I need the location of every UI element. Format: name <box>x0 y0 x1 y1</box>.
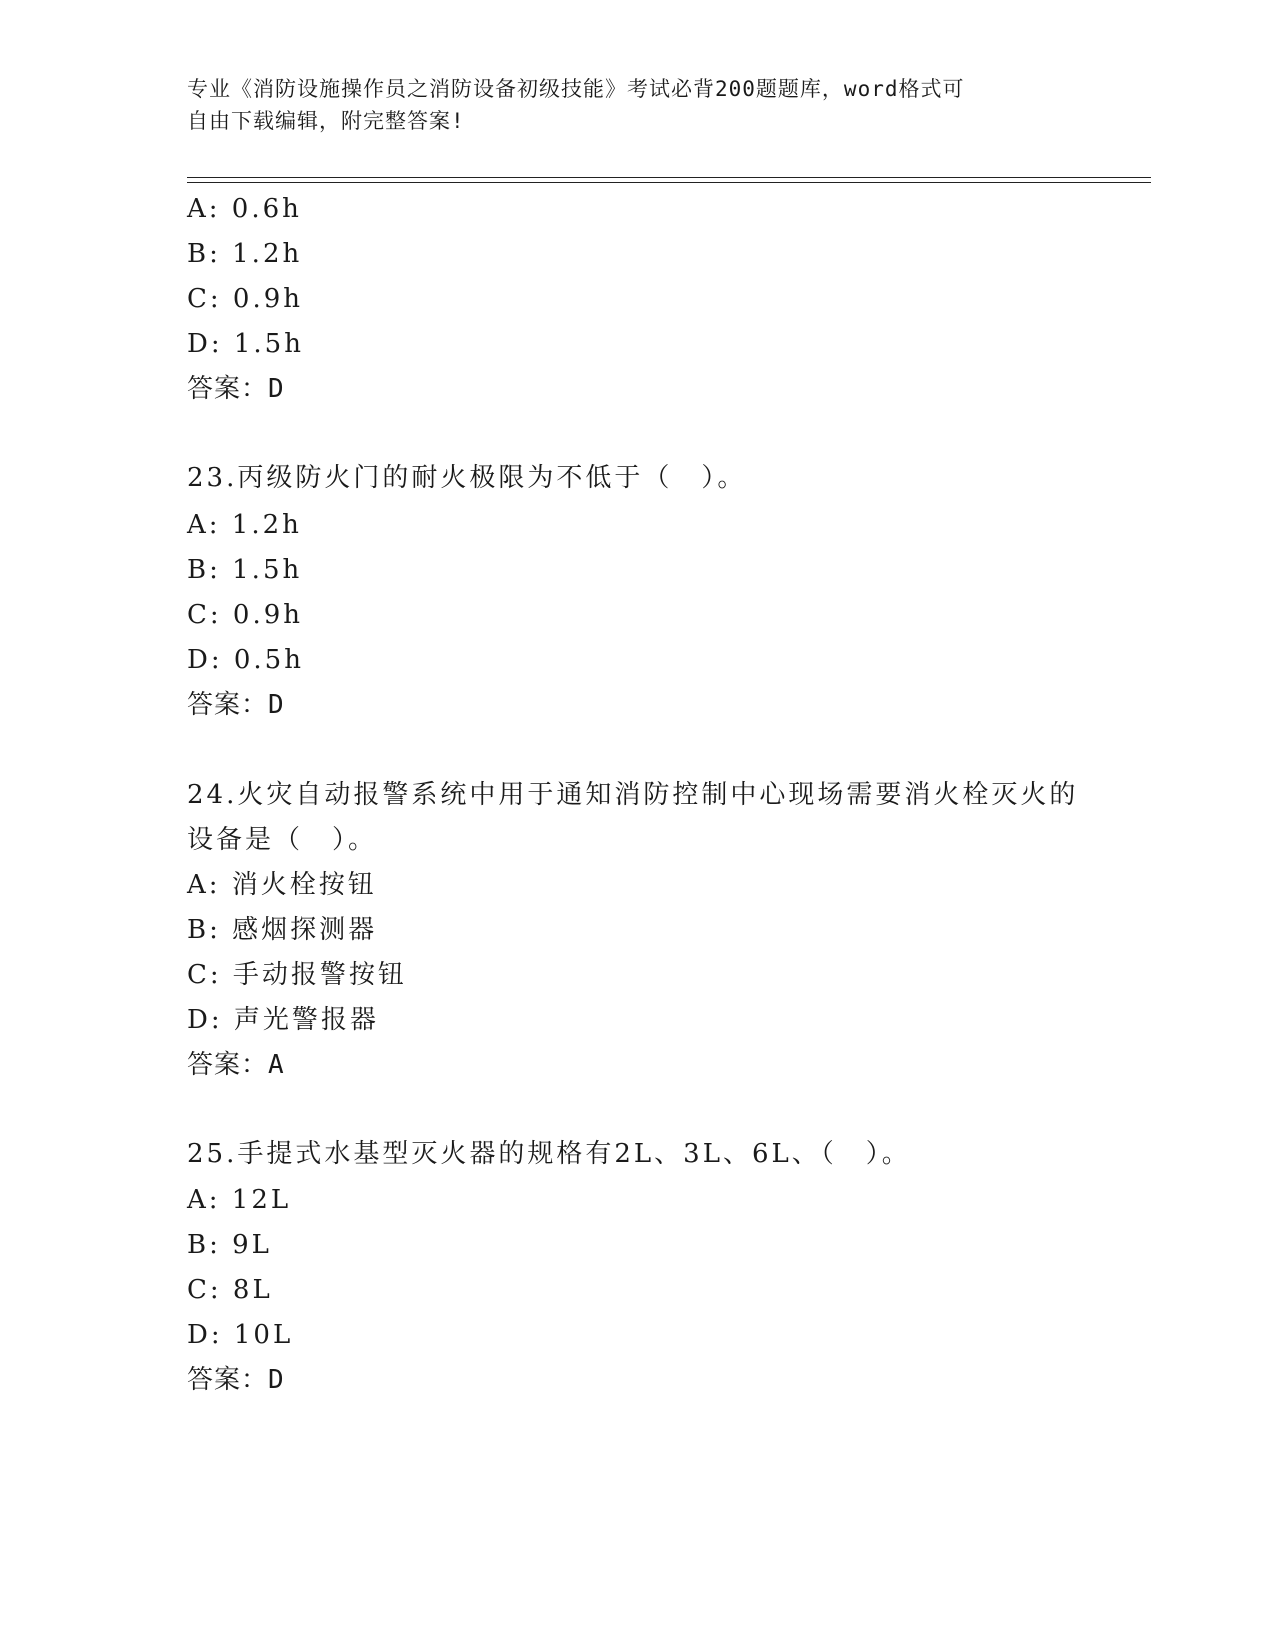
q24-stem-line-2: 设备是（ ）。 <box>187 825 378 855</box>
q25-answer: 答案：D <box>187 1365 285 1395</box>
q22-option-c: C: 0.9h <box>187 284 304 314</box>
q25-stem: 25.手提式水基型灭火器的规格有2L、3L、6L、（ ）。 <box>187 1139 911 1169</box>
q24-option-c: C: 手动报警按钮 <box>187 960 407 990</box>
q24-option-b: B: 感烟探测器 <box>187 915 378 945</box>
q25-option-d: D: 10L <box>187 1320 294 1350</box>
header-divider-bottom <box>187 182 1151 183</box>
q24-answer: 答案：A <box>187 1050 285 1080</box>
header-divider-top <box>187 177 1151 178</box>
q24-stem-line-1: 24.火灾自动报警系统中用于通知消防控制中心现场需要消火栓灭火的 <box>187 780 1079 810</box>
header-line-2: 自由下载编辑，附完整答案! <box>187 109 465 133</box>
q22-option-b: B: 1.2h <box>187 239 303 269</box>
q23-answer: 答案：D <box>187 690 285 720</box>
q22-option-d: D: 1.5h <box>187 329 304 359</box>
q23-option-b: B: 1.5h <box>187 555 303 585</box>
q23-stem: 23.丙级防火门的耐火极限为不低于（ ）。 <box>187 463 747 493</box>
q24-option-a: A: 消火栓按钮 <box>187 870 377 900</box>
q25-option-a: A: 12L <box>187 1185 292 1215</box>
document-header <box>187 73 1067 137</box>
q23-option-c: C: 0.9h <box>187 600 304 630</box>
q22-answer: 答案：D <box>187 374 285 404</box>
q25-option-b: B: 9L <box>187 1230 272 1260</box>
header-line-1: 专业《消防设施操作员之消防设备初级技能》考试必背200题题库，word格式可 <box>187 77 965 101</box>
q24-option-d: D: 声光警报器 <box>187 1005 379 1035</box>
q22-option-a: A: 0.6h <box>187 194 302 224</box>
q23-option-d: D: 0.5h <box>187 645 304 675</box>
q25-option-c: C: 8L <box>187 1275 273 1305</box>
q23-option-a: A: 1.2h <box>187 510 302 540</box>
